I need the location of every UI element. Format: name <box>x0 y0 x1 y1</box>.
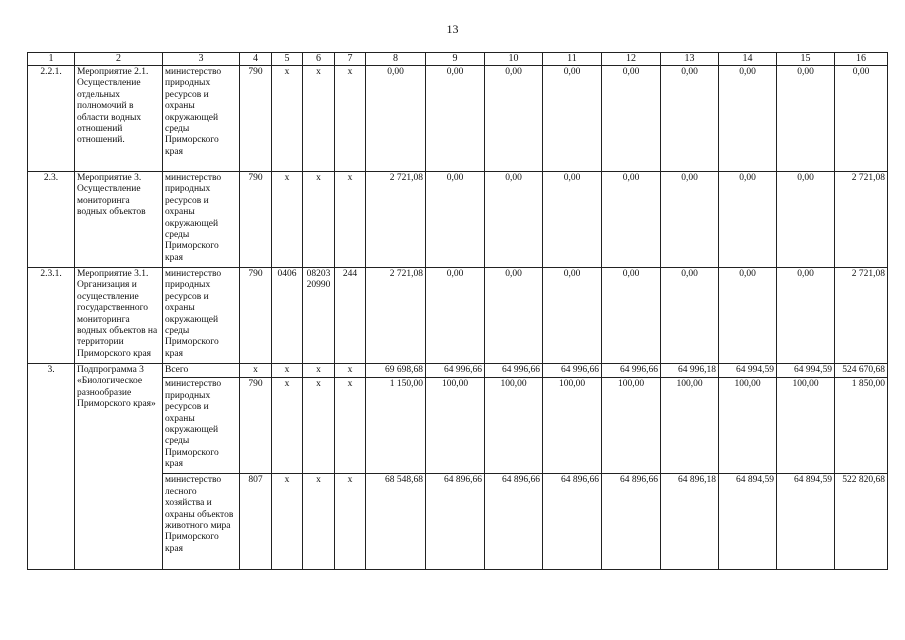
cell-value: 64 994,59 <box>777 364 835 378</box>
row-executor: министерство природных ресурсов и охраны окружающей среды Приморского края <box>163 172 240 268</box>
row-name: Мероприятие 3. Осуществление мониторинга водных объектов <box>75 172 163 268</box>
cell-value: 524 670,68 <box>835 364 888 378</box>
cell-value: 64 894,59 <box>777 474 835 570</box>
column-header: 13 <box>661 53 719 66</box>
cell-value: 0,00 <box>661 268 719 364</box>
cell-value: 64 896,66 <box>602 474 661 570</box>
cell-col4: 790 <box>240 268 272 364</box>
cell-col5: х <box>272 66 303 172</box>
cell-value: 0,00 <box>777 66 835 172</box>
cell-value: 0,00 <box>661 172 719 268</box>
cell-value: 68 548,68 <box>366 474 426 570</box>
cell-col6: х <box>303 378 335 474</box>
cell-value: 0,00 <box>602 66 661 172</box>
cell-col6: х <box>303 172 335 268</box>
row-executor: министерство лесного хозяйства и охраны объектов животного мира Приморского края <box>163 474 240 570</box>
cell-value: 0,00 <box>719 66 777 172</box>
cell-col5: х <box>272 474 303 570</box>
cell-col5: х <box>272 364 303 378</box>
cell-col7: х <box>335 66 366 172</box>
cell-value: 69 698,68 <box>366 364 426 378</box>
cell-value: 0,00 <box>835 66 888 172</box>
row-code: 2.3.1. <box>28 268 75 364</box>
cell-col6: х <box>303 364 335 378</box>
cell-value: 100,00 <box>777 378 835 474</box>
column-header: 14 <box>719 53 777 66</box>
column-header: 9 <box>426 53 485 66</box>
cell-value: 0,00 <box>661 66 719 172</box>
cell-col5: х <box>272 378 303 474</box>
cell-value: 64 996,66 <box>543 364 602 378</box>
cell-value: 0,00 <box>426 66 485 172</box>
cell-value: 64 896,18 <box>661 474 719 570</box>
budget-table <box>27 52 888 570</box>
cell-value: 64 996,66 <box>602 364 661 378</box>
column-header: 2 <box>75 53 163 66</box>
cell-value: 64 996,66 <box>426 364 485 378</box>
cell-value: 100,00 <box>485 378 543 474</box>
column-header: 7 <box>335 53 366 66</box>
cell-value: 0,00 <box>485 268 543 364</box>
cell-value: 100,00 <box>661 378 719 474</box>
column-header: 1 <box>28 53 75 66</box>
cell-col4: 807 <box>240 474 272 570</box>
row-code: 2.3. <box>28 172 75 268</box>
row-executor: министерство природных ресурсов и охраны окружающей среды Приморского края <box>163 378 240 474</box>
table-row <box>28 172 888 268</box>
cell-col5: х <box>272 172 303 268</box>
cell-value: 0,00 <box>543 66 602 172</box>
cell-value: 0,00 <box>485 66 543 172</box>
column-header: 8 <box>366 53 426 66</box>
cell-value: 0,00 <box>719 172 777 268</box>
cell-value: 1 150,00 <box>366 378 426 474</box>
cell-value: 0,00 <box>719 268 777 364</box>
cell-col4: 790 <box>240 172 272 268</box>
table-row <box>28 66 888 172</box>
cell-value: 64 894,59 <box>719 474 777 570</box>
cell-value: 0,00 <box>543 268 602 364</box>
cell-col7: х <box>335 364 366 378</box>
cell-col7: х <box>335 378 366 474</box>
cell-col6: 08203 20990 <box>303 268 335 364</box>
cell-value: 64 994,59 <box>719 364 777 378</box>
cell-value: 0,00 <box>777 268 835 364</box>
column-header: 16 <box>835 53 888 66</box>
column-header: 3 <box>163 53 240 66</box>
cell-value: 100,00 <box>719 378 777 474</box>
cell-col4: х <box>240 364 272 378</box>
cell-col4: 790 <box>240 66 272 172</box>
cell-value: 0,00 <box>366 66 426 172</box>
cell-value: 0,00 <box>543 172 602 268</box>
cell-col4: 790 <box>240 378 272 474</box>
row-name: Мероприятие 3.1. Организация и осуществление государственного мониторинга водных объектов на территории Приморского края <box>75 268 163 364</box>
cell-value: 1 850,00 <box>835 378 888 474</box>
cell-col6: х <box>303 474 335 570</box>
cell-value: 2 721,08 <box>366 268 426 364</box>
column-header: 5 <box>272 53 303 66</box>
table-row <box>28 364 888 378</box>
cell-value: 0,00 <box>485 172 543 268</box>
row-code: 2.2.1. <box>28 66 75 172</box>
column-header: 6 <box>303 53 335 66</box>
row-executor: министерство природных ресурсов и охраны окружающей среды Приморского края <box>163 268 240 364</box>
cell-value: 0,00 <box>426 172 485 268</box>
cell-col7: х <box>335 474 366 570</box>
column-header: 11 <box>543 53 602 66</box>
cell-value: 100,00 <box>426 378 485 474</box>
cell-value: 100,00 <box>543 378 602 474</box>
header-row <box>28 53 888 66</box>
cell-value: 0,00 <box>602 268 661 364</box>
cell-value: 100,00 <box>602 378 661 474</box>
cell-value: 64 996,66 <box>485 364 543 378</box>
cell-value: 64 896,66 <box>485 474 543 570</box>
cell-col7: х <box>335 172 366 268</box>
cell-value: 0,00 <box>426 268 485 364</box>
page-number: 13 <box>446 22 459 36</box>
cell-col7: 244 <box>335 268 366 364</box>
cell-value: 0,00 <box>777 172 835 268</box>
cell-value: 2 721,08 <box>835 268 888 364</box>
column-header: 12 <box>602 53 661 66</box>
column-header: 10 <box>485 53 543 66</box>
column-header: 4 <box>240 53 272 66</box>
cell-value: 2 721,08 <box>366 172 426 268</box>
cell-value: 64 896,66 <box>543 474 602 570</box>
cell-value: 0,00 <box>602 172 661 268</box>
cell-value: 64 896,66 <box>426 474 485 570</box>
cell-value: 522 820,68 <box>835 474 888 570</box>
row-name: Мероприятие 2.1. Осуществление отдельных полномочий в области водных отношений отношений. <box>75 66 163 172</box>
cell-col6: х <box>303 66 335 172</box>
row-name: Подпрограмма 3 «Биологическое разнообразие Приморского края» <box>75 364 163 570</box>
column-header: 15 <box>777 53 835 66</box>
cell-value: 2 721,08 <box>835 172 888 268</box>
row-executor: Всего <box>163 364 240 378</box>
cell-col5: 0406 <box>272 268 303 364</box>
row-code: 3. <box>28 364 75 570</box>
table-row <box>28 268 888 364</box>
cell-value: 64 996,18 <box>661 364 719 378</box>
row-executor: министерство природных ресурсов и охраны окружающей среды Приморского края <box>163 66 240 172</box>
